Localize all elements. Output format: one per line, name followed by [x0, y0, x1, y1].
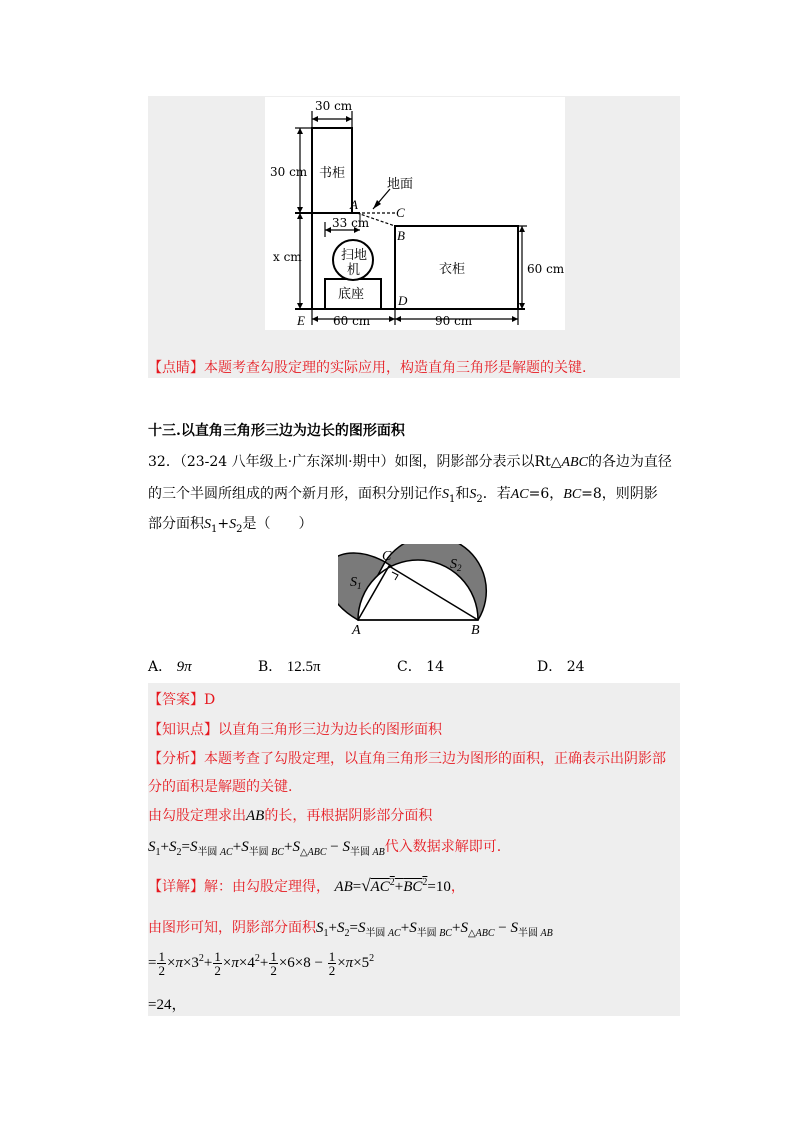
robot-label-line2: 机 — [347, 263, 361, 278]
detail-text-2: 由图形可知，阴影部分面积 — [148, 920, 316, 936]
analysis-formula-line: $S_1+S_2=S_{半圆 AC}+S_{半圆 BC}+S_{\triangle ABC} - S_{半圆 AB}$代入数据求解即可. — [148, 839, 502, 858]
right-height-label: 60 cm — [527, 262, 565, 276]
knowledge-text: 以直角三角形三边为边长的图形面积 — [218, 722, 442, 738]
detail-line-3: = $\frac{1}{2}$ $\times\pi\times 3^2+$ $\frac{1}{2}$ $\times\pi\times 4^2+$ $\frac{1}{2}$ ×6×8 − $\frac{1}{2}$ $\times\pi\times 5^2$ — [148, 949, 375, 978]
hint-line — [148, 357, 586, 377]
detail-line-1: 【详解】解：由勾股定理得， $AB=√AC^2+BC^2=10$， — [148, 876, 465, 895]
answer-value: D — [204, 692, 216, 708]
mid-width-label: 33 cm — [332, 216, 370, 230]
option-d[interactable]: D． 24 — [537, 659, 585, 675]
analysis-tag: 【分析】 — [148, 751, 204, 767]
option-a[interactable]: A． 9π — [148, 659, 192, 675]
wardrobe-label: 衣柜 — [439, 262, 466, 277]
x-cm-label: x cm — [273, 250, 302, 264]
furniture-diagram — [265, 97, 565, 330]
bottom-left-label: 60 cm — [333, 314, 371, 328]
question-number: 32． — [148, 454, 180, 470]
section-title: 十三.以直角三角形三边为边长的图形面积 — [148, 423, 405, 439]
detail-text-1: 解：由勾股定理得， — [204, 879, 330, 895]
fig2-s1-label: $S_1$ — [350, 575, 362, 591]
option-c[interactable]: C． 14 — [397, 659, 444, 675]
point-c-label: C — [396, 205, 405, 220]
point-e-label: E — [297, 313, 305, 328]
fig2-b-label: B — [471, 623, 480, 636]
point-b-label: B — [397, 228, 405, 243]
hint-tag: 【点睛】 — [148, 360, 204, 376]
knowledge-tag: 【知识点】 — [148, 722, 218, 738]
question-line-1: 32．（23-24 八年级上·广东深圳·期中）如图，阴影部分表示以Rt△ABC的各边为直径 — [148, 454, 672, 470]
option-b[interactable]: B． 12.5π — [258, 659, 321, 675]
fig2-s2-label: $S_2$ — [450, 557, 462, 573]
floor-label: 地面 — [387, 177, 414, 192]
detail-line-2: 由图形可知，阴影部分面积$S_1+S_2=S_{半圆 AC}+S_{半圆 BC}+S_{\triangle ABC} - S_{半圆 AB}$ — [148, 920, 553, 939]
analysis-line-2: 分的面积是解题的关键. — [148, 779, 293, 795]
hint-text: 本题考查勾股定理的实际应用，构造直角三角形是解题的关键. — [204, 360, 587, 376]
point-d-label: D — [398, 293, 408, 308]
bookcase-label: 书柜 — [319, 166, 346, 181]
analysis-line-1 — [148, 748, 666, 768]
question-line-3: 部分面积$S_1+S_2$是（ ） — [148, 516, 313, 535]
analysis-line-3: 由勾股定理求出AB的长，再根据阴影部分面积 — [148, 808, 433, 824]
answer-tag: 【答案】 — [148, 692, 204, 708]
point-a-label: A — [350, 197, 358, 212]
knowledge-line — [148, 719, 442, 739]
fig2-c-label: C — [382, 549, 392, 564]
fig2-a-label: A — [352, 623, 361, 636]
lune-diagram — [338, 544, 498, 636]
left-height-label: 30 cm — [270, 165, 308, 179]
detail-line-4: =24， — [148, 997, 187, 1013]
question-line-2: 的三个半圆所组成的两个新月形，面积分别记作$S_1$和$S_2$．若AC=6，BC=8，则阴影 — [148, 486, 658, 505]
answer-line — [148, 689, 215, 709]
top-width-label: 30 cm — [315, 99, 353, 113]
robot-label-line1: 扫地 — [341, 248, 368, 263]
analysis-tail: 代入数据求解即可. — [384, 839, 502, 855]
detail-tag: 【详解】 — [148, 879, 204, 895]
bottom-right-label: 90 cm — [435, 314, 473, 328]
analysis-text-1: 本题考查了勾股定理，以直角三角形三边为图形的面积，正确表示出阴影部 — [204, 751, 666, 767]
base-label: 底座 — [338, 287, 365, 302]
